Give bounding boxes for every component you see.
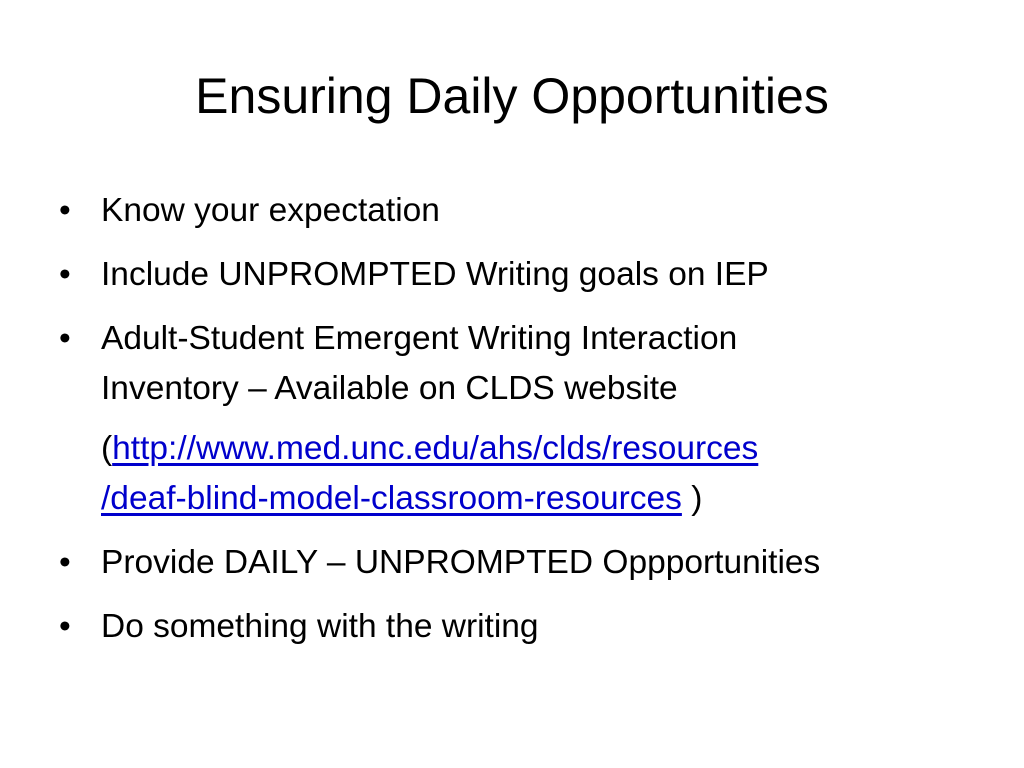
close-paren: ) — [681, 480, 703, 517]
slide-title: Ensuring Daily Opportunities — [195, 68, 829, 124]
bullet-dot-icon: • — [59, 256, 71, 293]
bullet-dot-icon: • — [59, 608, 71, 645]
bullet-text: Do something with the writing — [101, 608, 539, 645]
bullet-dot-icon: • — [59, 192, 71, 229]
bullet-text: Provide DAILY – UNPROMPTED Oppportunities — [101, 544, 821, 581]
list-item — [57, 602, 977, 652]
bullet-text-line: Inventory – Available on CLDS website — [101, 370, 678, 407]
clds-resources-link-part-2[interactable]: /deaf-blind-model-classroom-resources — [101, 480, 682, 517]
bullet-dot-icon: • — [59, 544, 71, 581]
list-item — [57, 186, 977, 236]
bullet-dot-icon: • — [59, 320, 71, 357]
bullet-text-line: Adult-Student Emergent Writing Interaction — [101, 320, 738, 357]
bullet-list — [57, 186, 977, 666]
open-paren: ( — [101, 430, 113, 467]
clds-resources-link-part-1[interactable]: http://www.med.unc.edu/ahs/clds/resources — [112, 430, 759, 467]
link-line — [101, 474, 977, 524]
list-item — [57, 250, 977, 300]
bullet-text: Include UNPROMPTED Writing goals on IEP — [101, 256, 769, 293]
bullet-text: Know your expectation — [101, 192, 440, 229]
list-item — [57, 314, 977, 414]
list-item — [57, 538, 977, 588]
link-paragraph — [57, 424, 977, 524]
link-line — [101, 424, 977, 474]
